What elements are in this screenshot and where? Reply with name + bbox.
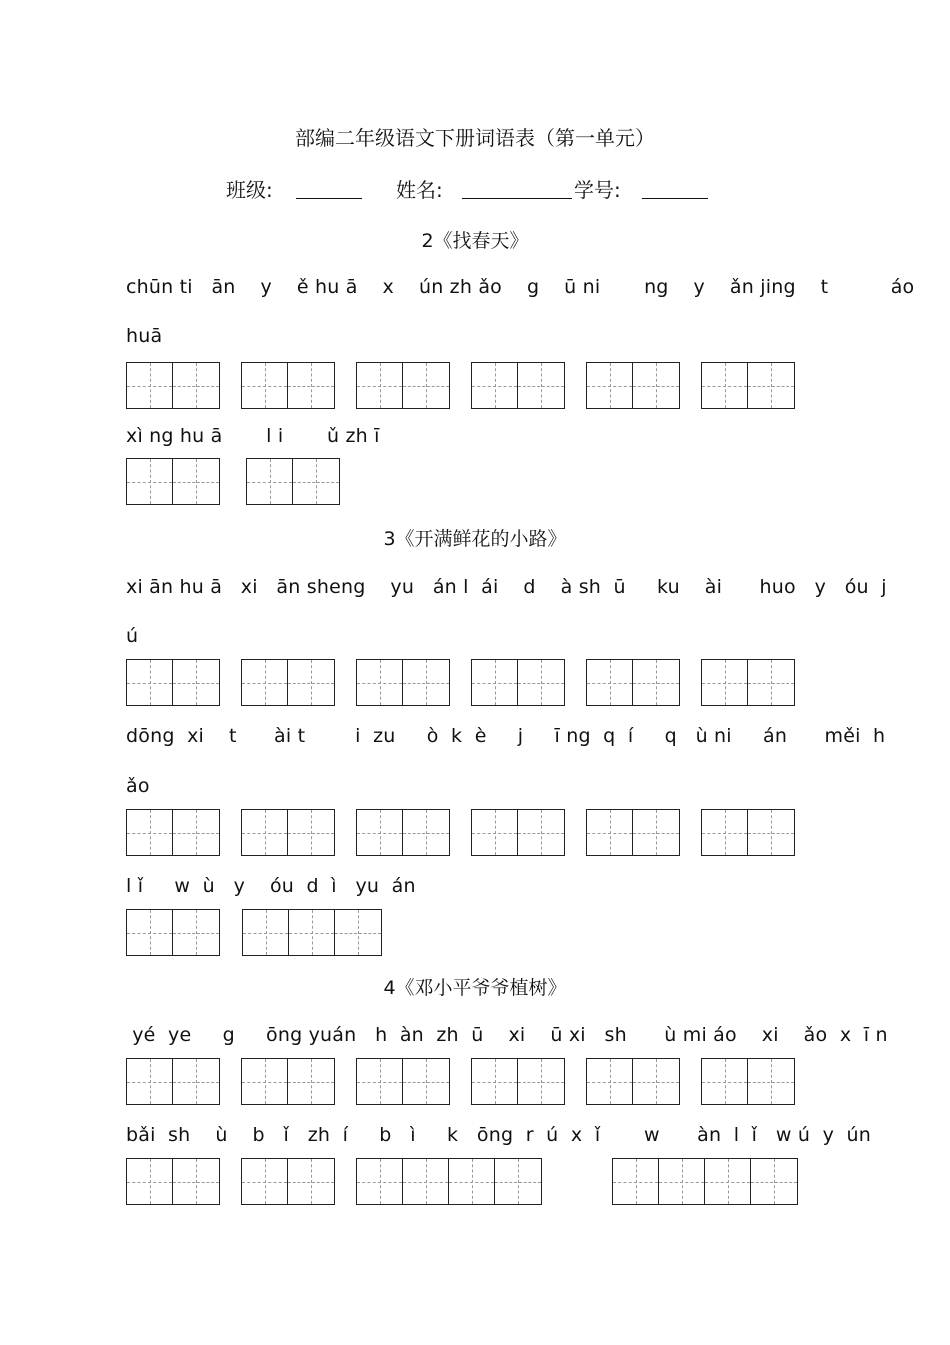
writing-box[interactable] (471, 1058, 565, 1105)
writing-box[interactable] (242, 909, 382, 956)
writing-box[interactable] (241, 1158, 335, 1205)
pinyin-line: bǎi sh ù b ǐ zh í b ì k ōng r ú x ǐ w àn l ǐ w ú y ún (126, 1124, 871, 1146)
writing-box[interactable] (612, 1158, 798, 1205)
writing-box[interactable] (586, 1058, 680, 1105)
writing-box[interactable] (356, 659, 450, 706)
class-label: 班级: (226, 178, 273, 202)
pinyin-line: ǎo (126, 775, 150, 797)
writing-box[interactable] (126, 362, 220, 409)
name-blank[interactable] (462, 178, 572, 199)
writing-box[interactable] (246, 458, 340, 505)
pinyin-line: chūn ti ān y ě hu ā x ún zh ǎo g ū ni ng y ǎn jing t áo (126, 276, 915, 298)
writing-box[interactable] (126, 809, 220, 856)
writing-box[interactable] (126, 1058, 220, 1105)
lesson-heading: 2《找春天》 (421, 230, 529, 252)
writing-box[interactable] (126, 1158, 220, 1205)
writing-box[interactable] (701, 659, 795, 706)
writing-box[interactable] (356, 362, 450, 409)
writing-box[interactable] (241, 659, 335, 706)
writing-box[interactable] (701, 1058, 795, 1105)
writing-box[interactable] (356, 1158, 542, 1205)
pinyin-line: ú (126, 625, 139, 647)
pinyin-line: xì ng hu ā l i ǔ zh ī (126, 425, 380, 447)
pinyin-line: yé ye g ōng yuán h àn zh ū xi ū xi sh ù mi áo xi ǎo x ī n (126, 1024, 888, 1046)
writing-box[interactable] (241, 362, 335, 409)
lesson-heading: 4《邓小平爷爷植树》 (383, 977, 567, 999)
writing-box[interactable] (471, 362, 565, 409)
writing-box[interactable] (586, 659, 680, 706)
writing-box[interactable] (241, 809, 335, 856)
writing-box[interactable] (586, 362, 680, 409)
writing-box[interactable] (701, 362, 795, 409)
writing-box[interactable] (471, 659, 565, 706)
class-blank[interactable] (296, 178, 362, 199)
pinyin-line: l ǐ w ù y óu d ì yu án (126, 875, 416, 897)
pinyin-line: xi ān hu ā xi ān sheng yu án l ái d à sh ū ku ài huo y óu j (126, 576, 887, 598)
page-title: 部编二年级语文下册词语表（第一单元） (295, 126, 655, 150)
writing-box[interactable] (701, 809, 795, 856)
writing-box[interactable] (241, 1058, 335, 1105)
writing-box[interactable] (356, 1058, 450, 1105)
name-label: 姓名: (396, 178, 443, 202)
id-blank[interactable] (642, 178, 708, 199)
writing-box[interactable] (126, 659, 220, 706)
writing-box[interactable] (126, 909, 220, 956)
pinyin-line: huā (126, 325, 163, 347)
pinyin-line: dōng xi t ài t i zu ò k è j ī ng q í q ù ni án měi h (126, 725, 886, 747)
writing-box[interactable] (356, 809, 450, 856)
lesson-heading: 3《开满鲜花的小路》 (383, 528, 567, 550)
writing-box[interactable] (126, 458, 220, 505)
writing-box[interactable] (586, 809, 680, 856)
writing-box[interactable] (471, 809, 565, 856)
id-label: 学号: (574, 178, 621, 202)
